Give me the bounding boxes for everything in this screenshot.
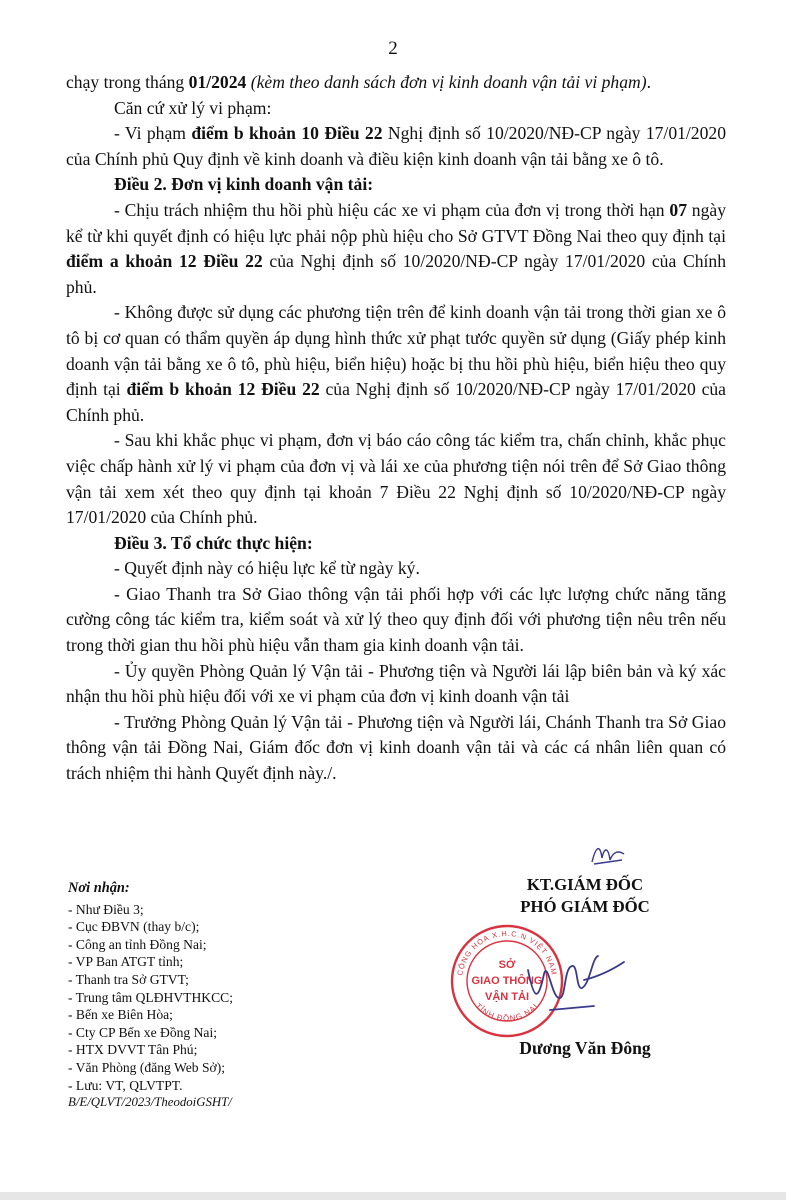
- svg-text:SỞ: SỞ: [498, 959, 516, 971]
- article-3-heading: Điều 3. Tổ chức thực hiện:: [114, 532, 313, 553]
- document-code: B/E/QLVT/2023/TheodoiGSHT/: [68, 1095, 232, 1110]
- paragraph-implementation: - Trưởng Phòng Quản lý Vận tải - Phương tiện và Người lái, Chánh Thanh tra Sở Giao thông vận tải Đồng Nai, Giám đốc đơn vị kinh doanh vận tải và các cá nhân liên quan có trách nhiệm thi hành Quyết định này./.: [66, 711, 726, 784]
- recipient-item: - Cục ĐBVN (thay b/c);: [68, 919, 200, 935]
- svg-text:GIAO THÔNG: GIAO THÔNG: [471, 975, 543, 987]
- signer-name: Dương Văn Đông: [519, 1038, 651, 1058]
- recipient-item: - Thanh tra Sở GTVT;: [68, 971, 189, 987]
- paragraph-effective: - Quyết định này có hiệu lực kể từ ngày ký.: [114, 558, 420, 579]
- recipient-item: - HTX DVVT Tân Phú;: [68, 1042, 198, 1058]
- page-bottom-edge: [0, 1192, 786, 1200]
- recipients-title: Nơi nhận:: [68, 880, 130, 896]
- svg-text:CỘNG HÒA X.H.C.N VIỆT NAM: CỘNG HÒA X.H.C.N VIỆT NAM: [455, 928, 559, 977]
- initial-mark-icon: [588, 840, 628, 868]
- recipient-item: - Cty CP Bến xe Đồng Nai;: [68, 1024, 218, 1040]
- page-number: 2: [388, 38, 398, 59]
- paragraph-authorization: - Ủy quyền Phòng Quản lý Vận tải - Phương tiện và Người lái lập biên bản và ký xác nhận thu hồi phù hiệu đối với xe vi phạm của đơn vị kinh doanh vận tải: [66, 660, 726, 707]
- paragraph-vehicle-restriction: - Không được sử dụng các phương tiện trên để kinh doanh vận tải trong thời gian xe ô tô bị cơ quan có thẩm quyền áp dụng hình thức xử phạt tước quyền sử dụng (Giấy phép kinh doanh vận tải bằng xe ô tô, phù hiệu, biển hiệu) hoặc bị thu hồi phù hiệu, biển hiệu theo quy định tại điểm b khoản 12 Điều 22 của Nghị định số 10/2020/NĐ-CP ngày 17/01/2020 của Chính phủ.: [66, 302, 726, 425]
- paragraph-violation-clause: - Vi phạm điểm b khoản 10 Điều 22 Nghị định số 10/2020/NĐ-CP ngày 17/01/2020 của Chính phủ Quy định về kinh doanh và điều kiện kinh doanh vận tải bằng xe ô tô.: [66, 123, 726, 169]
- signature-icon: [520, 940, 630, 1020]
- recipient-item: - Văn Phòng (đăng Web Sở);: [68, 1059, 225, 1075]
- document-body: [66, 70, 726, 787]
- signer-subtitle: PHÓ GIÁM ĐỐC: [520, 897, 650, 916]
- article-2-heading: Điều 2. Đơn vị kinh doanh vận tải:: [114, 174, 374, 195]
- svg-text:VẬN TẢI: VẬN TẢI: [485, 991, 529, 1003]
- recipient-item: - Công an tỉnh Đồng Nai;: [68, 936, 207, 952]
- recipient-item: - Lưu: VT, QLVTPT.: [68, 1077, 183, 1093]
- paragraph-badge-recall: - Chịu trách nhiệm thu hồi phù hiệu các xe vi phạm của đơn vị trong thời hạn 07 ngày kể từ khi quyết định có hiệu lực phải nộp phù hiệu cho Sở GTVT Đồng Nai theo quy định tại điểm a khoản 12 Điều 22 của Nghị định số 10/2020/NĐ-CP ngày 17/01/2020 của Chính phủ.: [66, 199, 726, 297]
- signer-title: KT.GIÁM ĐỐC: [526, 875, 644, 894]
- recipient-item: - Trung tâm QLĐHVTHKCC;: [68, 989, 234, 1005]
- recipient-item: - Như Điều 3;: [68, 901, 144, 917]
- paragraph-legal-basis: Căn cứ xử lý vi phạm:: [114, 97, 272, 118]
- recipient-item: - Bến xe Biên Hòa;: [68, 1007, 173, 1023]
- paragraph-inspectorate: - Giao Thanh tra Sở Giao thông vận tải phối hợp với các lực lượng chức năng tăng cường công tác kiểm tra, kiểm soát và xử lý theo quy định đối với phương tiện nêu trên nếu trong thời gian thu hồi phù hiệu vẫn tham gia kinh doanh vận tải.: [66, 583, 726, 656]
- recipient-item: - VP Ban ATGT tỉnh;: [68, 954, 184, 970]
- paragraph-report-after-fix: - Sau khi khắc phục vi phạm, đơn vị báo cáo công tác kiểm tra, chấn chỉnh, khắc phục việc chấp hành xử lý vi phạm của đơn vị và lái xe của phương tiện nói trên để Sở Giao thông vận tải xem xét theo quy định tại khoản 7 Điều 22 Nghị định số 10/2020/NĐ-CP ngày 17/01/2020 của Chính phủ.: [66, 430, 726, 528]
- svg-text:TỈNH ĐỒNG NAI: TỈNH ĐỒNG NAI: [473, 1001, 541, 1023]
- signer-block: [440, 874, 730, 918]
- recipients-list: [68, 880, 398, 1112]
- paragraph-violation-period: chạy trong tháng 01/2024 (kèm theo danh sách đơn vị kinh doanh vận tải vi phạm).: [66, 72, 651, 92]
